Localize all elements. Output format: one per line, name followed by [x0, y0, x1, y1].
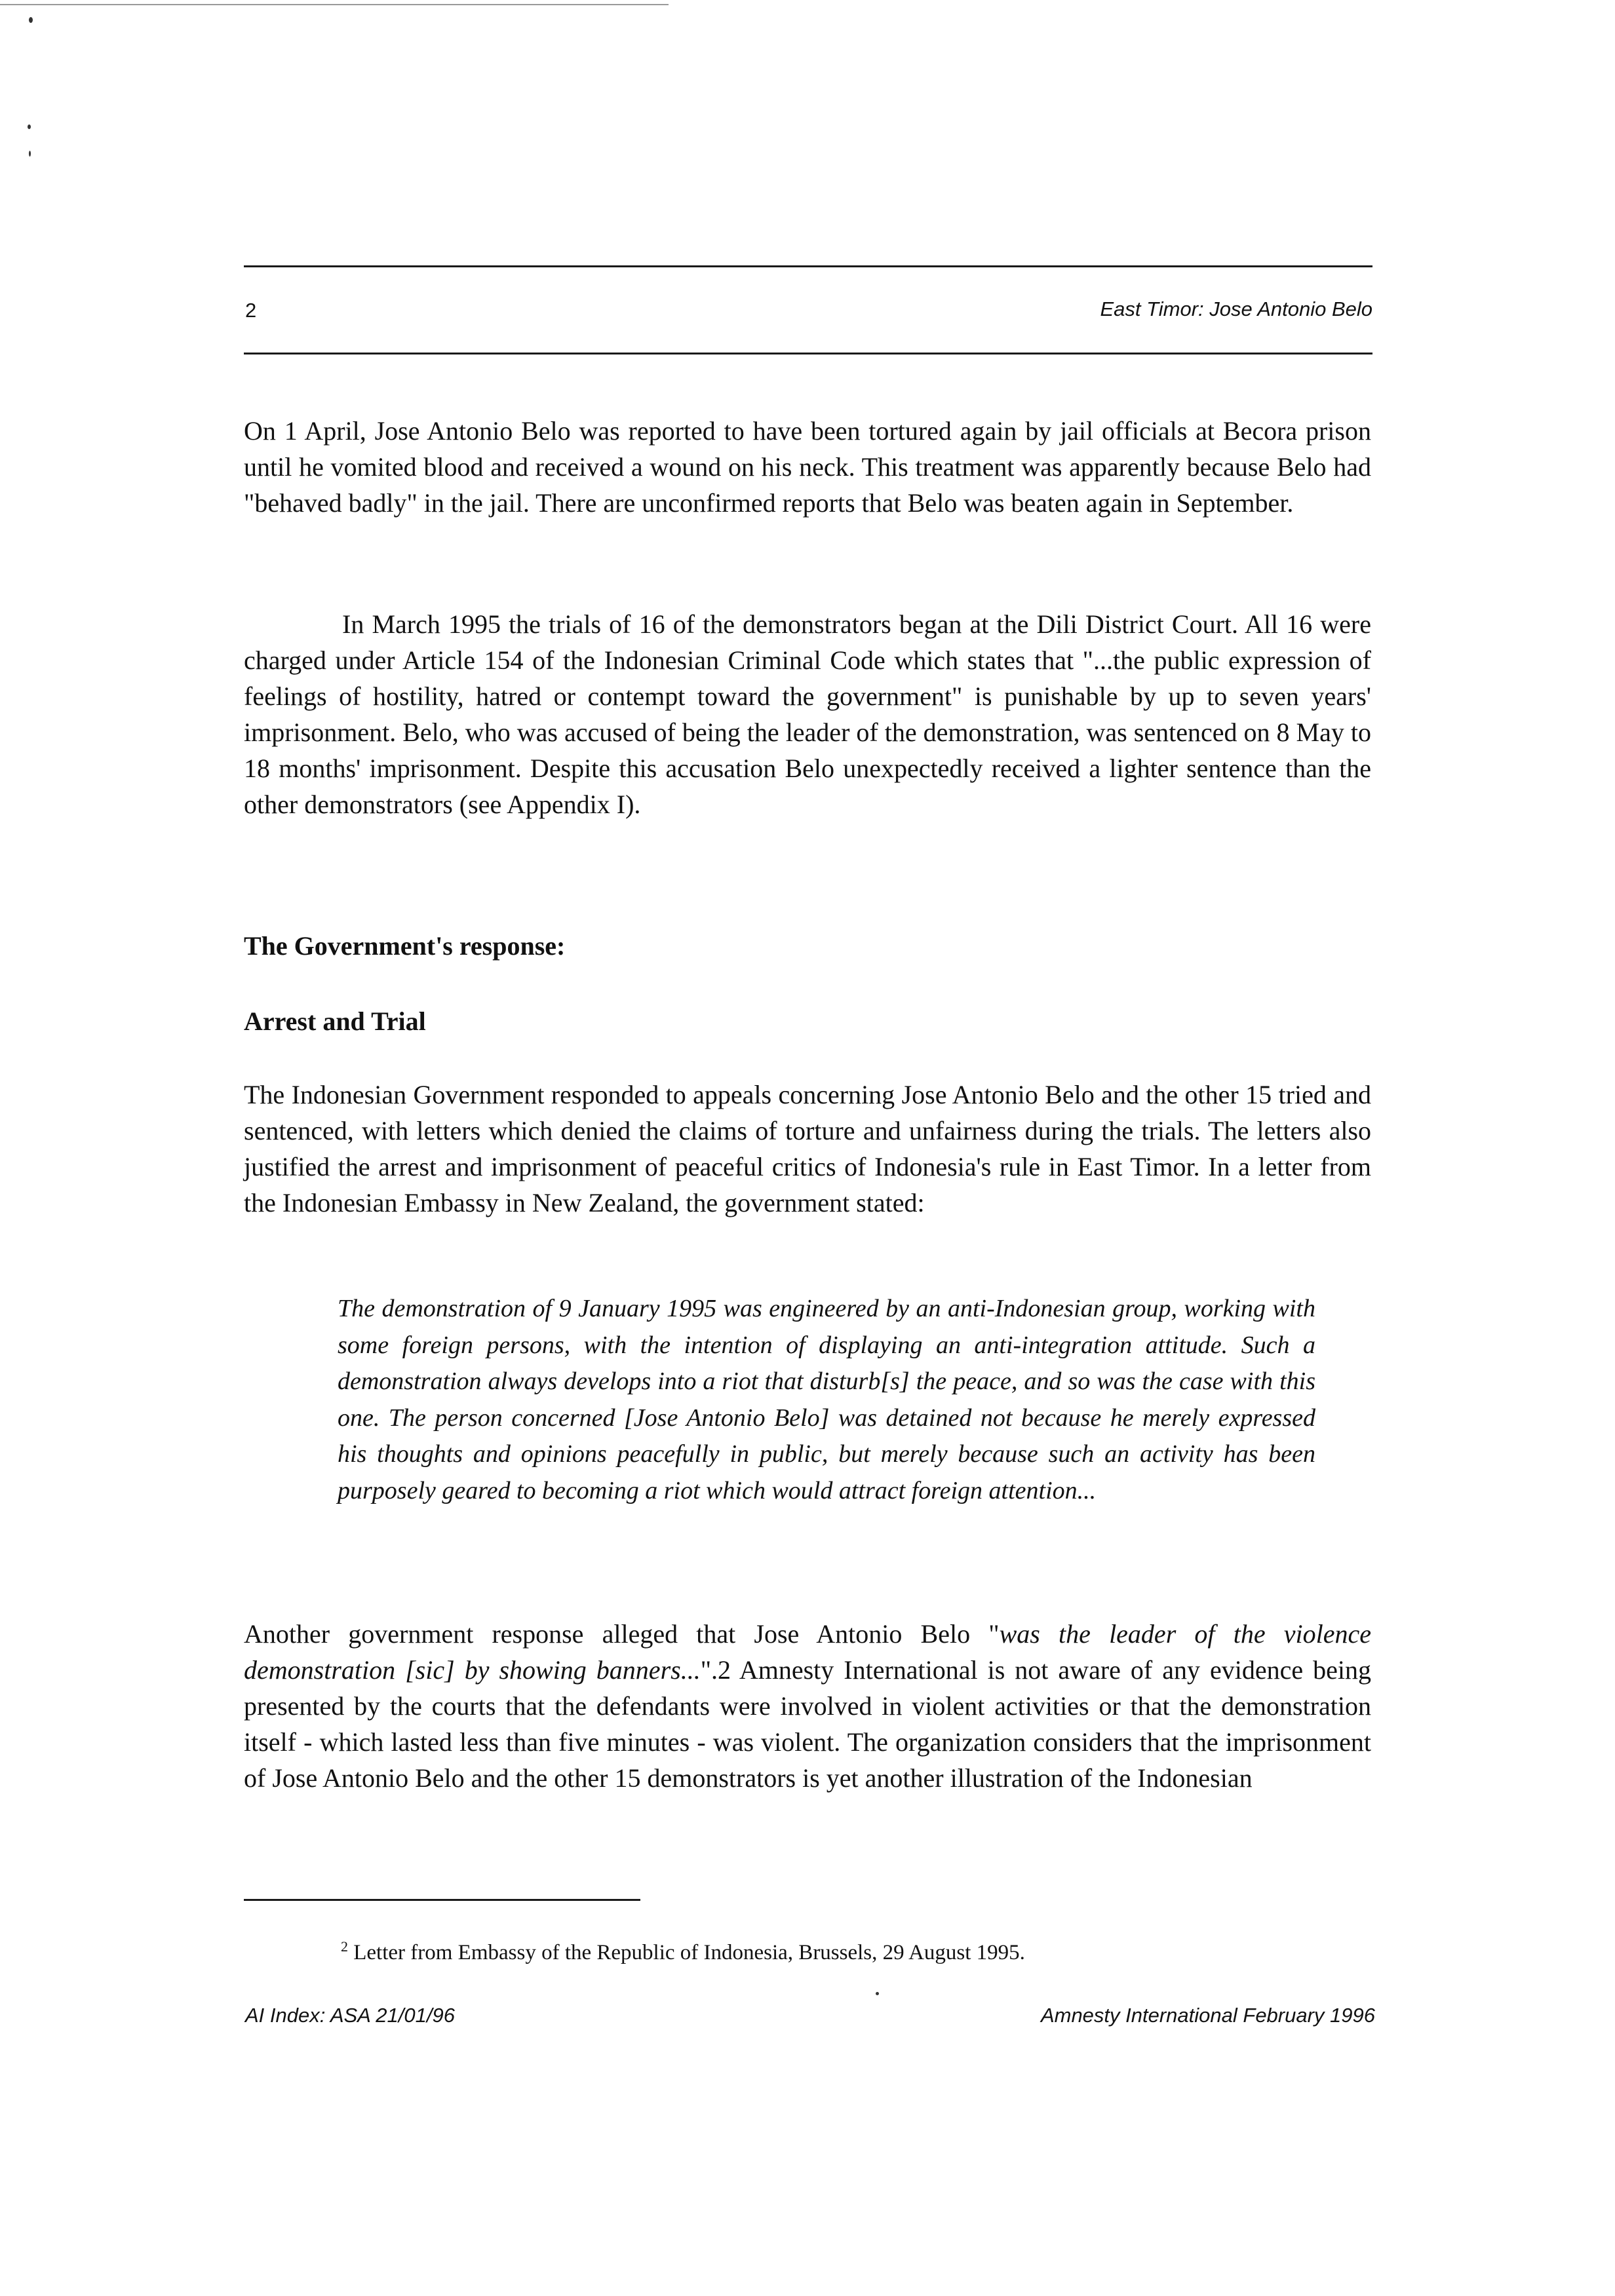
running-title: East Timor: Jose Antonio Belo — [1100, 297, 1372, 320]
footnote — [341, 1938, 1025, 1965]
section-heading: The Government's response: — [244, 931, 566, 961]
paragraph-government-response: The Indonesian Government responded to appeals concerning Jose Antonio Belo and the other 15 tried and sentenced, with letters which denied the claims of torture and unfairness during the trials. The letters also justified the arrest and imprisonment of peaceful critics of Indonesia's rule in East Timor. In a letter from the Indonesian Embassy in New Zealand, the government stated: — [244, 1080, 1371, 1217]
header-top-rule — [244, 265, 1372, 267]
footnote-reference[interactable]: ".2 — [700, 1655, 731, 1685]
scan-edge-line — [0, 4, 669, 5]
block-quote-embassy-letter: The demonstration of 9 January 1995 was engineered by an anti-Indonesian group, working with some foreign persons, with the intention of displaying an anti-integration attitude. Such a demonstration always develops into a riot that disturb[s] the peace, and so was the case with this one. The person concerned [Jose Antonio Belo] was detained not because he merely expressed his thoughts and opinions peacefully in public, but merely because such an activity has been purposely geared to becoming a riot which would attract foreign attention... — [338, 1295, 1315, 1504]
footer-publisher: Amnesty International February 1996 — [1040, 2004, 1375, 2027]
final-rest: Amnesty International is not aware of any evidence being presented by the courts that the defendants were involved in violent activities or that the demonstration itself - which lasted less than five minutes - was violent. The organization considers that the imprisonment of Jose Antonio Belo and the other 15 demonstrators is yet another illustration of the Indonesian — [244, 1655, 1371, 1793]
scan-speck — [29, 17, 33, 23]
page-number: 2 — [245, 299, 257, 322]
paragraph-trials: In March 1995 the trials of 16 of the demonstrators began at the Dili District Court. All 16 were charged under Article 154 of the Indonesian Criminal Code which states that "...the public expression of feelings of hostility, hatred or contempt toward the government" is punishable by up to seven years' imprisonment. Belo, who was accused of being the leader of the demonstration, was sentenced on 8 May to 18 months' imprisonment. Despite this accusation Belo unexpectedly received a lighter sentence than the other demonstrators (see Appendix I). — [244, 609, 1371, 819]
final-quoted-text: was the leader of the violence demonstration [sic] by showing banners... — [244, 1619, 1371, 1685]
final-lead: Another government response alleged that Jose Antonio Belo " — [244, 1619, 1000, 1649]
footnote-rule — [244, 1899, 640, 1901]
header-bottom-rule — [244, 353, 1372, 354]
footnote-text: Letter from Embassy of the Republic of Indonesia, Brussels, 29 August 1995. — [348, 1941, 1025, 1964]
paragraph-torture-report: On 1 April, Jose Antonio Belo was reported to have been tortured again by jail officials at Becora prison until he vomited blood and received a wound on his neck. This treatment was apparently because Belo had "behaved badly" in the jail. There are unconfirmed reports that Belo was beaten again in September. — [244, 416, 1371, 518]
footer-index: AI Index: ASA 21/01/96 — [245, 2004, 455, 2027]
scan-speck — [28, 124, 31, 129]
paragraph-another-response — [244, 1616, 1371, 1796]
scan-speck — [876, 1992, 879, 1995]
footnote-number: 2 — [341, 1938, 348, 1955]
scan-speck — [29, 151, 31, 157]
subsection-heading: Arrest and Trial — [244, 1006, 426, 1036]
